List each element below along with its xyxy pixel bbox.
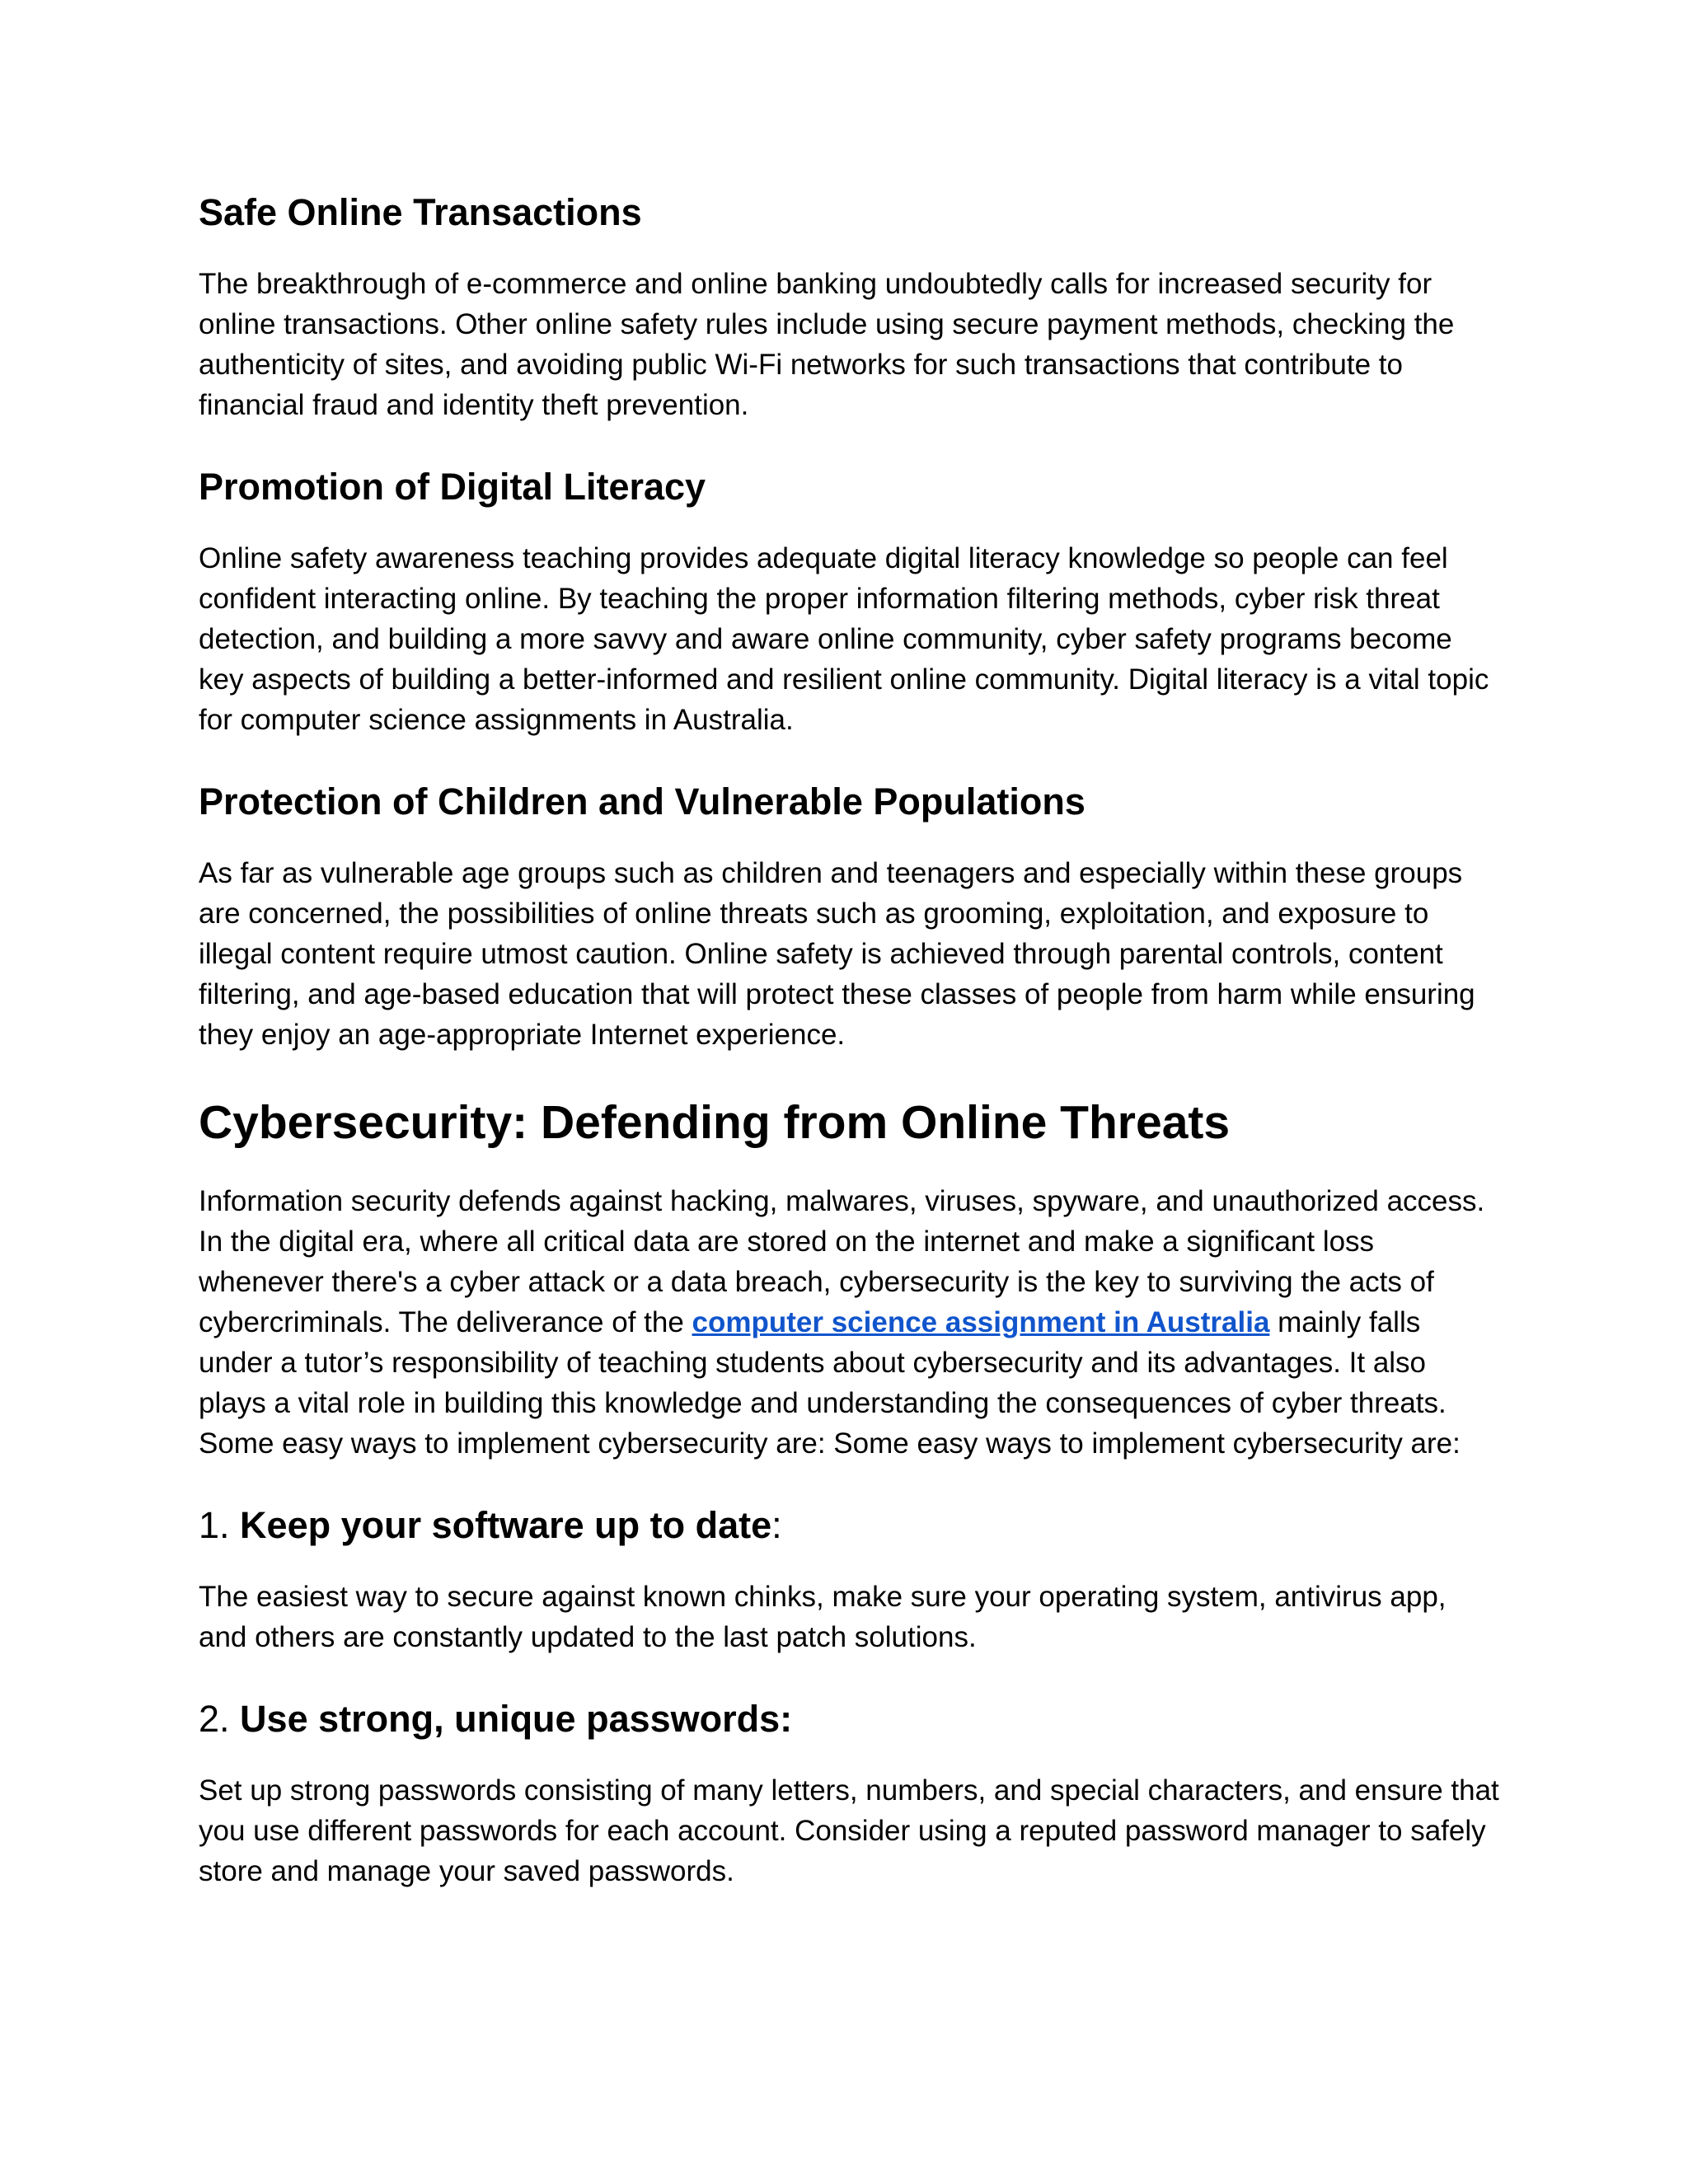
section-body-protection-of-children: As far as vulnerable age groups such as children and teenagers and especially within these groups are concerned, the possibilities of online threats such as grooming, exploitation, and exposure to illegal content require utmost caution. Online safety is achieved through parental controls, content filtering, and age-based education that will protect these classes of people from harm while ensuring they enjoy an age-appropriate Internet experience.	[199, 857, 1475, 1051]
tip-number: 2.	[199, 1698, 241, 1740]
section-body-safe-online-transactions: The breakthrough of e-commerce and online banking undoubtedly calls for increased security for online transactions. Other online safety rules include using secure payment methods, checking the authenticity of sites, and avoiding public Wi-Fi networks for such transactions that contribute to financial fraud and identity theft prevention.	[199, 268, 1455, 421]
cybersecurity-heading: Cybersecurity: Defending from Online Threats	[199, 1096, 1231, 1149]
tip-suffix: :	[771, 1504, 782, 1546]
document-page	[199, 190, 1501, 1930]
tip-number: 1.	[199, 1504, 241, 1546]
section-heading-safe-online-transactions: Safe Online Transactions	[199, 191, 642, 233]
tip-title: Use strong, unique passwords:	[240, 1698, 793, 1740]
cybersecurity-body	[199, 1181, 1501, 1464]
tip-title: Keep your software up to date	[240, 1504, 772, 1546]
tip-heading-keep-software-updated	[199, 1502, 1501, 1549]
tip-heading-strong-passwords	[199, 1696, 1501, 1742]
section-heading-protection-of-children: Protection of Children and Vulnerable Populations	[199, 780, 1085, 823]
computer-science-assignment-link[interactable]: computer science assignment in Australia	[692, 1306, 1270, 1338]
tip-body-keep-software-updated: The easiest way to secure against known chinks, make sure your operating system, antivirus app, and others are constantly updated to the last patch solutions.	[199, 1581, 1447, 1653]
cybersecurity-body-before-link: Information security defends against hacking, malwares, viruses, spyware, and unauthorized access. In the digital era, where all critical data are stored on the internet and make a significant loss whenever there's a cyber attack or a data breach, cybersecurity is the key to surviving the acts of cybercriminals. The deliverance of the	[199, 1185, 1485, 1338]
cybersecurity-body-after-link: mainly falls under a tutor’s responsibility of teaching students about cybersecurity and its advantages. It also plays a vital role in building this knowledge and understanding the consequences of cyber threats. Some easy ways to implement cybersecurity are: Some easy ways to implement cybersecurity are:	[199, 1306, 1461, 1460]
section-body-digital-literacy: Online safety awareness teaching provides adequate digital literacy knowledge so people can feel confident interacting online. By teaching the proper information filtering methods, cyber risk threat detection, and building a more savvy and aware online community, cyber safety programs become key aspects of building a better-informed and resilient online community. Digital literacy is a vital topic for computer science assignments in Australia.	[199, 542, 1489, 736]
section-heading-digital-literacy: Promotion of Digital Literacy	[199, 466, 706, 508]
tip-body-strong-passwords: Set up strong passwords consisting of many letters, numbers, and special characters, and ensure that you use different passwords for each account. Consider using a reputed password manager to safely store and manage your saved passwords.	[199, 1774, 1499, 1887]
